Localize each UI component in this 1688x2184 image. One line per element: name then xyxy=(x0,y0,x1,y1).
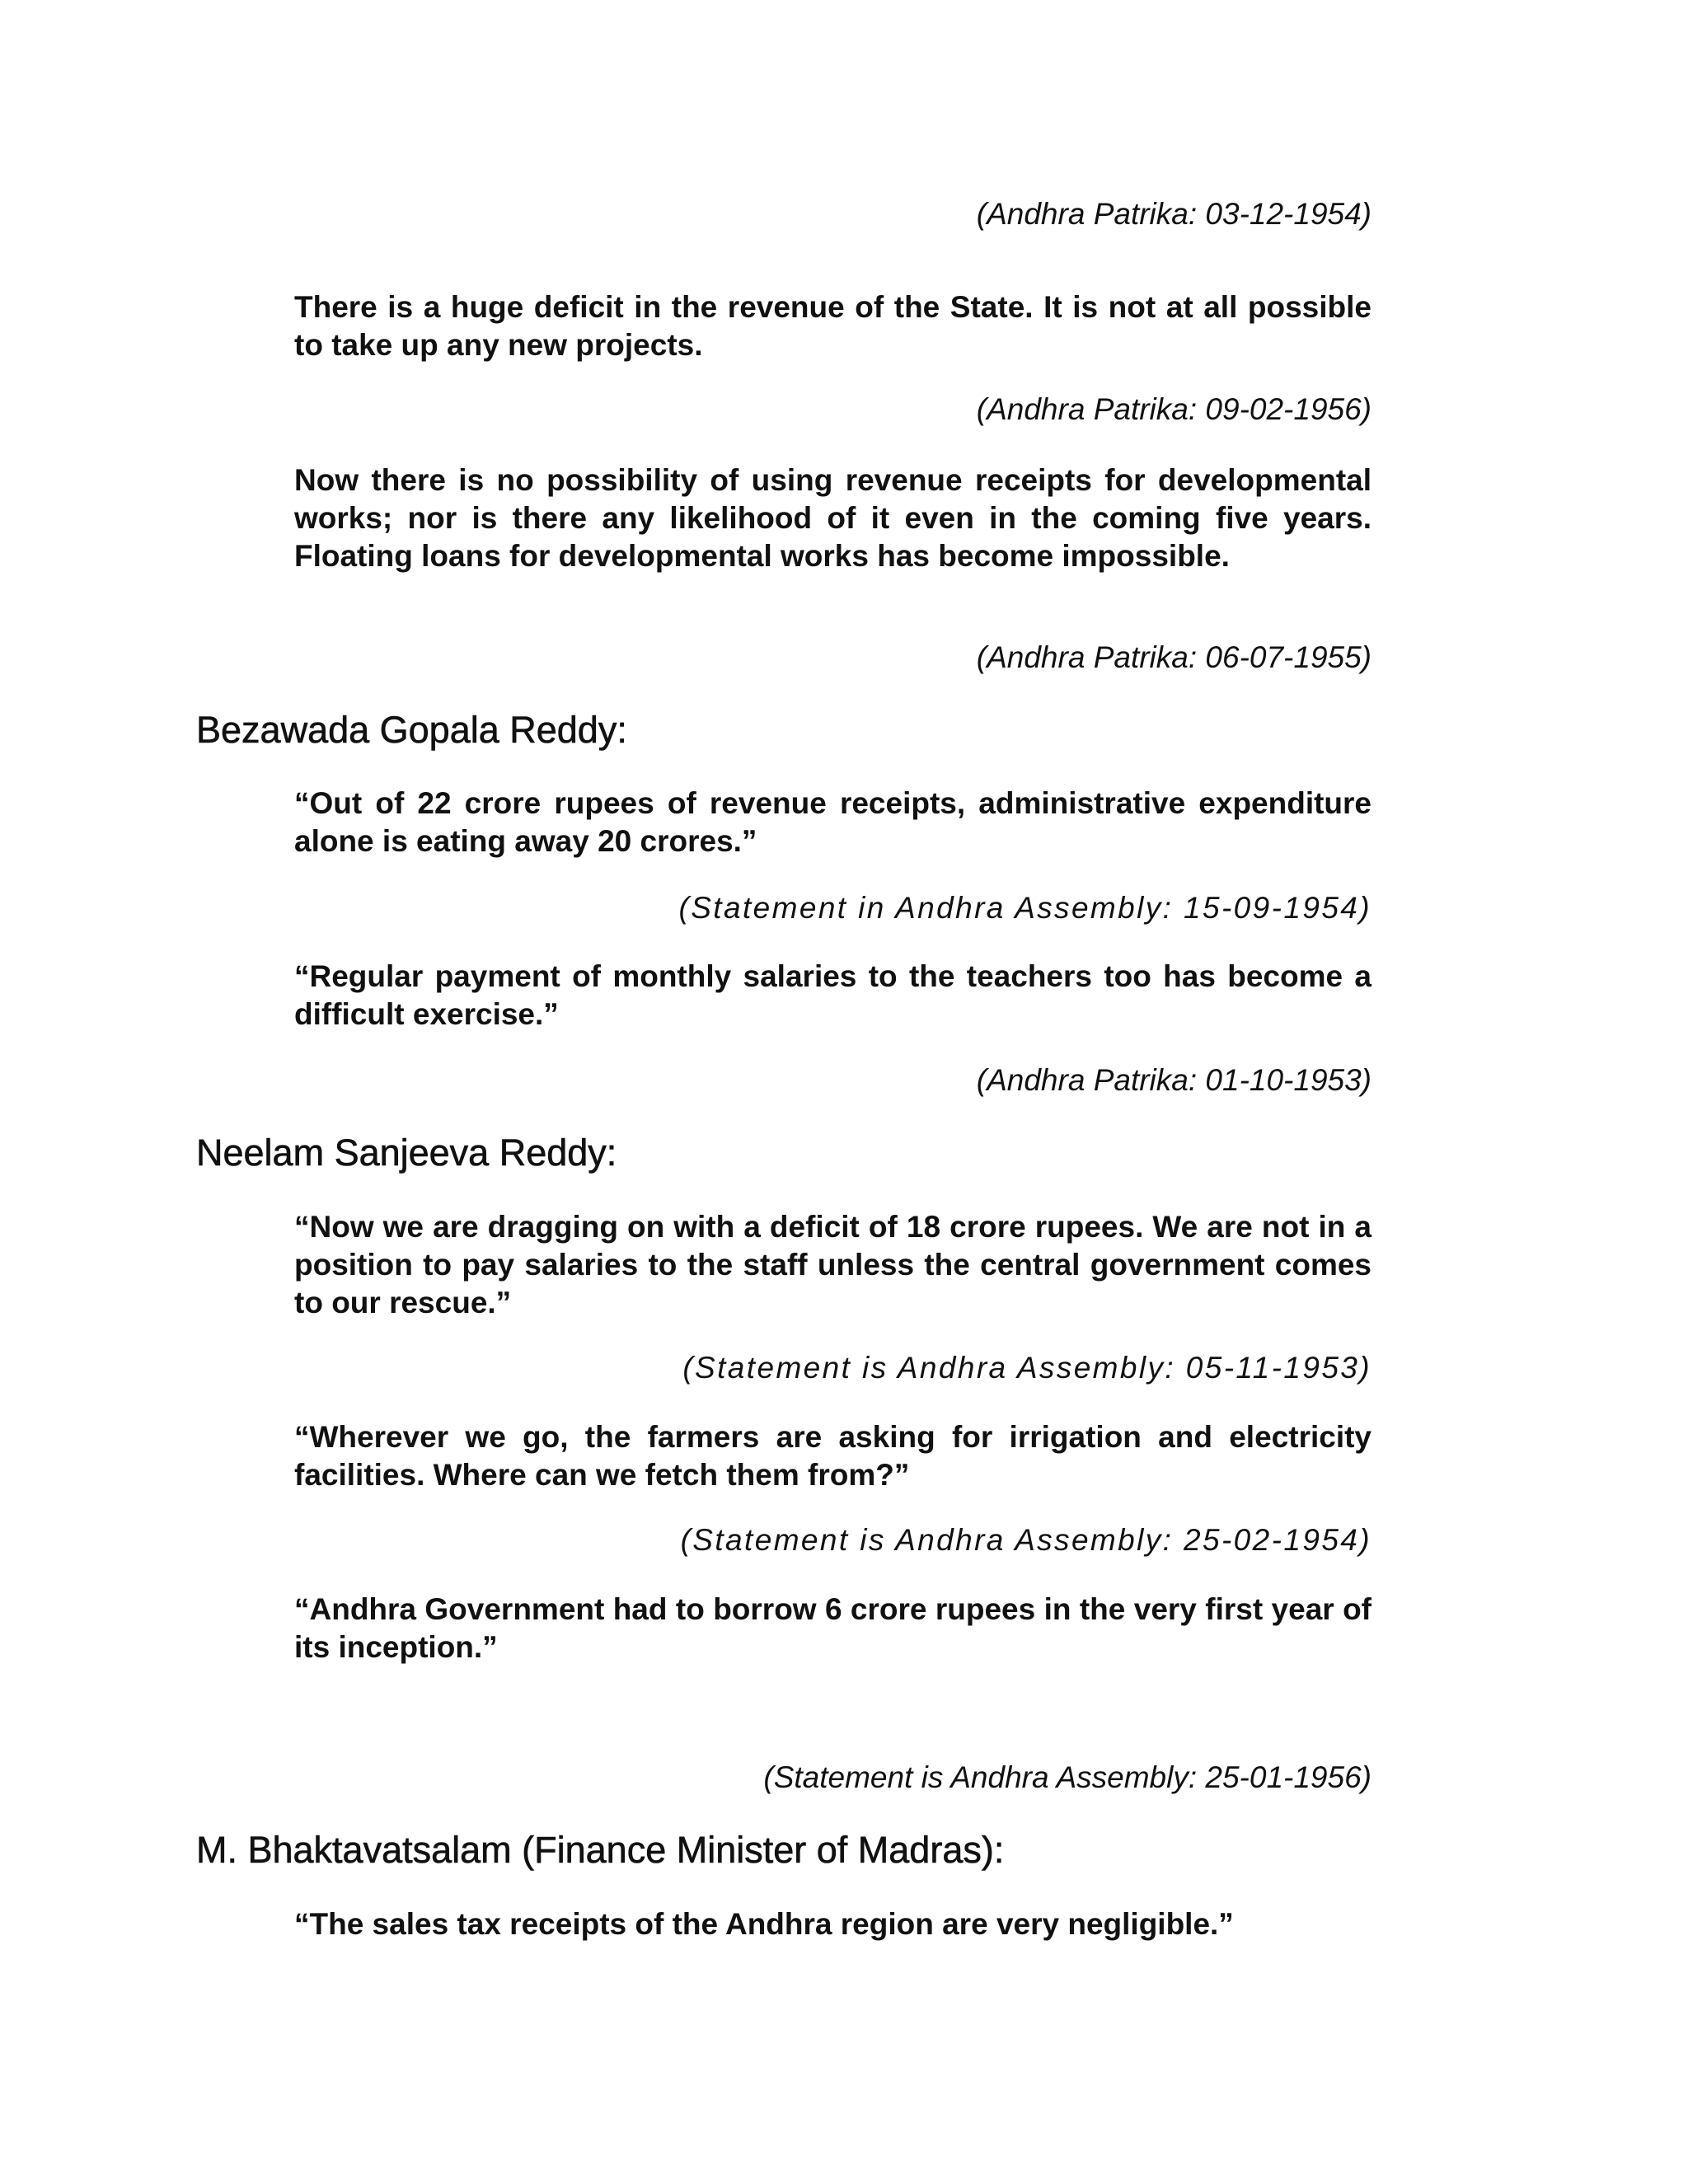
quote-paragraph: “The sales tax receipts of the Andhra region are very negligible.” xyxy=(294,1907,1234,1941)
citation: (Andhra Patrika: 01-10-1953) xyxy=(976,1063,1372,1097)
speaker-heading: Neelam Sanjeeva Reddy: xyxy=(196,1132,617,1174)
citation: (Andhra Patrika: 09-02-1956) xyxy=(976,392,1372,426)
quote-paragraph: “Now we are dragging on with a deficit of 18 crore rupees. We are not in a position to pay salaries to the staff unless the central government comes to our rescue.” xyxy=(294,1210,1372,1319)
quote-paragraph: “Out of 22 crore rupees of revenue receipts, administrative expenditure alone is eating away 20 crores.” xyxy=(294,786,1372,858)
quote-paragraph: “Andhra Government had to borrow 6 crore rupees in the very first year of its inception.” xyxy=(294,1592,1372,1664)
citation: (Andhra Patrika: 06-07-1955) xyxy=(976,640,1372,674)
quote-paragraph: “Wherever we go, the farmers are asking for irrigation and electricity facilities. Where can we fetch them from?” xyxy=(294,1420,1372,1492)
speaker-heading: M. Bhaktavatsalam (Finance Minister of Madras): xyxy=(196,1829,1005,1871)
citation: (Statement is Andhra Assembly: 05-11-1953) xyxy=(682,1351,1372,1385)
citation: (Statement in Andhra Assembly: 15-09-1954) xyxy=(678,891,1372,925)
citation: (Statement is Andhra Assembly: 25-02-1954) xyxy=(680,1523,1372,1557)
speaker-heading: Bezawada Gopala Reddy: xyxy=(196,709,627,751)
citation: (Statement is Andhra Assembly: 25-01-1956) xyxy=(763,1760,1372,1794)
citation: (Andhra Patrika: 03-12-1954) xyxy=(976,197,1372,231)
quote-paragraph: “Regular payment of monthly salaries to the teachers too has become a difficult exercise.” xyxy=(294,959,1372,1031)
paragraph: There is a huge deficit in the revenue of the State. It is not at all possible to take up any new projects. xyxy=(294,290,1372,362)
paragraph: Now there is no possibility of using revenue receipts for developmental works; nor is there any likelihood of it even in the coming five years. Floating loans for developmental works has become impossible. xyxy=(294,463,1372,573)
